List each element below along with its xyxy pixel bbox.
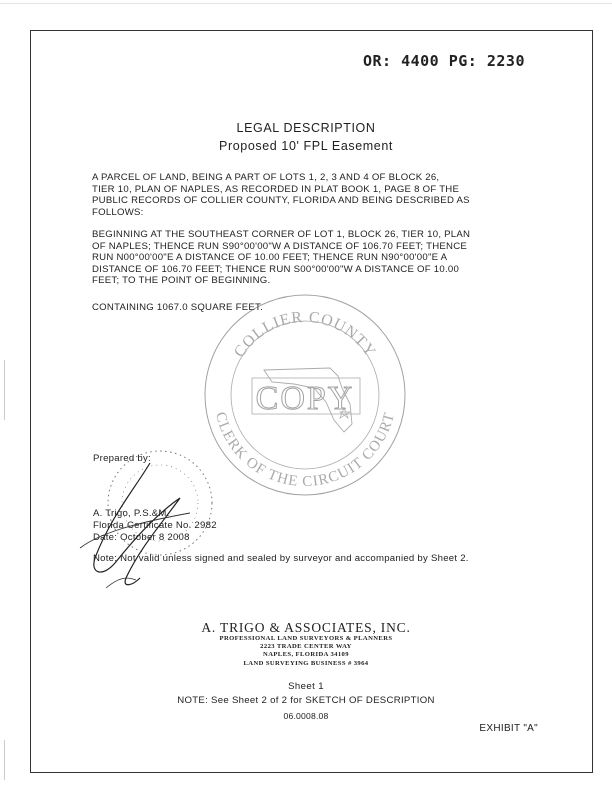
text-line: FEET; TO THE POINT OF BEGINNING. xyxy=(92,275,271,287)
firm-tagline: PROFESSIONAL LAND SURVEYORS & PLANNERS xyxy=(219,635,393,642)
job-number: 06.0008.08 xyxy=(283,711,329,721)
text-line: DISTANCE OF 106.70 FEET; THENCE RUN S00°00'00"W A DISTANCE OF 10.00 xyxy=(92,263,460,275)
text-line: PUBLIC RECORDS OF COLLIER COUNTY, FLORIDA AND BEING DESCRIBED AS xyxy=(92,195,470,207)
text-line: TIER 10, PLAN OF NAPLES, AS RECORDED IN PLAT BOOK 1, PAGE 8 OF THE xyxy=(92,183,460,195)
firm-name: A. TRIGO & ASSOCIATES, INC. xyxy=(201,620,411,635)
scan-mark-left xyxy=(4,360,5,420)
signature-date: Date: October 8 2008 xyxy=(93,532,190,543)
scan-edge-top xyxy=(0,3,612,4)
sheet-number: Sheet 1 xyxy=(288,681,324,692)
description-paragraph-2 xyxy=(92,229,512,287)
text-line: BEGINNING AT THE SOUTHEAST CORNER OF LOT 1, BLOCK 26, TIER 10, PLAN xyxy=(92,229,471,240)
exhibit-label: EXHIBIT "A" xyxy=(479,723,538,734)
document-subtitle: Proposed 10' FPL Easement xyxy=(219,139,393,153)
firm-address-street: 2223 TRADE CENTER WAY xyxy=(260,643,352,650)
document-title: LEGAL DESCRIPTION xyxy=(236,121,376,135)
text-line: RUN N00°00'00"E A DISTANCE OF 10.00 FEET; THENCE RUN N90°00'00"E A xyxy=(92,252,448,264)
text-line: FOLLOWS: xyxy=(92,206,144,218)
surveyor-name: A. Trigo, P.S.&M. xyxy=(93,508,170,519)
official-record-stamp: OR: 4400 PG: 2230 xyxy=(362,52,525,70)
stamp-copy-word: COPY xyxy=(255,380,355,417)
description-paragraph-1 xyxy=(92,172,512,218)
certificate-number: Florida Certificate No. 2982 xyxy=(93,520,217,531)
firm-address-city: NAPLES, FLORIDA 34109 xyxy=(263,651,349,658)
text-line: CONTAINING 1067.0 SQUARE FEET. xyxy=(92,302,263,313)
surveyor-signature xyxy=(40,428,240,608)
text-line: A PARCEL OF LAND, BEING A PART OF LOTS 1, 2, 3 AND 4 OF BLOCK 26, xyxy=(92,172,440,183)
prepared-by-label: Prepared by: xyxy=(93,453,151,464)
stamp-bottom-text: CLERK OF THE CIRCUIT COURT xyxy=(211,410,399,491)
firm-license: LAND SURVEYING BUSINESS # 3964 xyxy=(243,660,369,667)
validity-note: Note: Not valid unless signed and sealed by surveyor and accompanied by Sheet 2. xyxy=(93,553,469,564)
text-line: OF NAPLES; THENCE RUN S90°00'00"W A DISTANCE OF 106.70 FEET; THENCE xyxy=(92,240,468,252)
scan-mark-left-lower xyxy=(4,740,5,780)
stamp-top-text: COLLIER COUNTY xyxy=(230,308,379,361)
sheet-reference-note: NOTE: See Sheet 2 of 2 for SKETCH OF DESCRIPTION xyxy=(177,695,435,706)
